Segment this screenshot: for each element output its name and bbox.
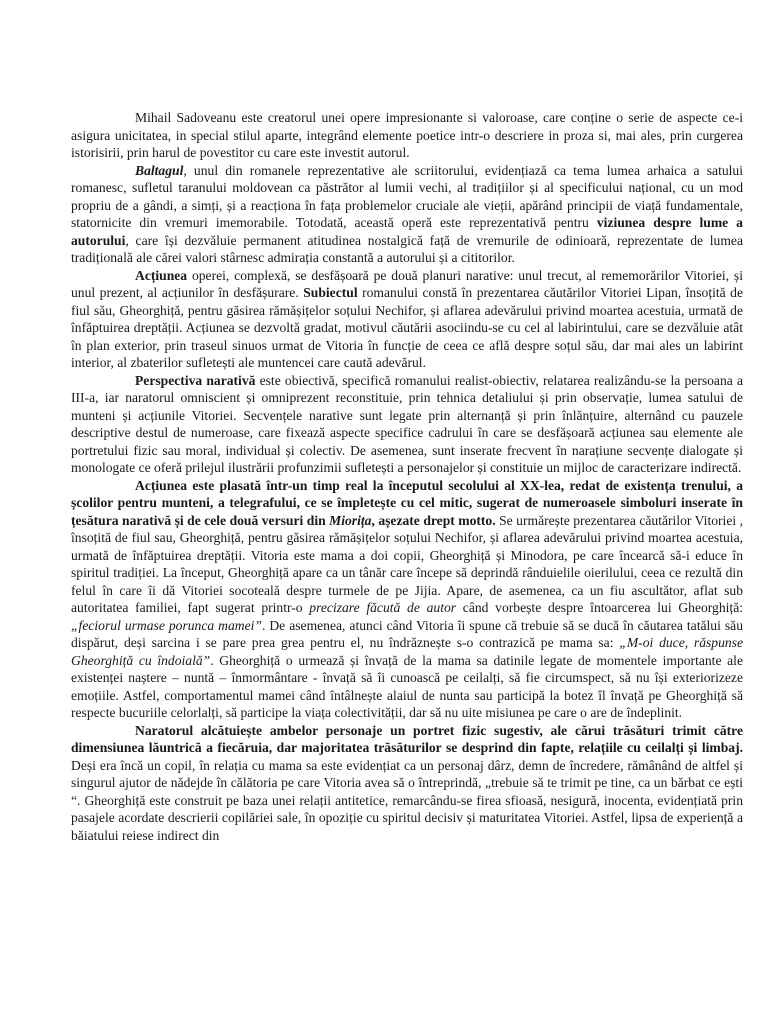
paragraph-naratorul bbox=[71, 722, 743, 845]
bold-phrase: Acțiunea bbox=[135, 267, 188, 283]
paragraph-text: este obiectivă, specifică romanului realist-obiectiv, relatarea realizându-se la persoana a III-a, iar naratorul omniscient și omniprezent reconstituie, prin tehnica detaliului și prin observație, lumea satului de munteni și acțiunile Vitoriei. Secvențele narative sunt legate prin alternanță și prin înlănțuire, alternând cu pauzele descriptive destul de numeroase, care fixează aspecte specifice cadrului în care se desfășoară acțiunea sau elemente ale portretului fizic sau moral, individual și colectiv. De asemenea, sunt inserate frecvent în narațiune secvențe dialogate și monologate ce oferă prilejul ilustrării profunzimii sufletești a personajelor și constituie un mijloc de caracterizare indirectă. bbox=[71, 372, 743, 475]
italic-phrase: precizare făcută de autor bbox=[309, 600, 457, 615]
paragraph-baltagul bbox=[71, 162, 743, 267]
paragraph-text: când vorbește despre întoarcerea lui Gheorghiță: bbox=[456, 600, 744, 615]
paragraph-text: , care își dezvăluie permanent atitudinea nostalgică față de vremurile de odinioară, reprezentate de lumea tradițională ale cărei valori stârnesc admirația constantă a autorului și a cititorilor. bbox=[71, 232, 743, 265]
bold-phrase: viziunea despre lume a autorului bbox=[71, 215, 743, 248]
italic-quote: „M-oi duce, răspunse Gheorghiță cu îndoială” bbox=[71, 635, 744, 668]
paragraph-text: Se urmărește prezentarea căutărilor Vitoriei , însoțită de fiul sau, Gheorghiță, pentru găsirea rămășițelor soțului Nechifor, și aflarea adevărului privind moartea acestuia, urmată de înfăptuirea dreptății. Vitoria este mama a doi copii, Gheorghiță și Minodora, pe care încearcă să-i educe în spiritul tradiției. La început, Gheorghiță apare ca un tânăr care începe să deprindă rânduielile oierilului, ceea ce rezultă din felul în care îi dă Vitoriei socoteală despre turmele de pe Jijia. Apare, de asemenea, ca un fiu ascultător, aflat sub autoritatea familiei, fapt sugerat printr-o bbox=[71, 512, 744, 615]
paragraph-intro bbox=[71, 109, 743, 162]
italic-quote: „feciorul urmase porunca mamei” bbox=[71, 617, 262, 633]
bold-phrase: Naratorul alcătuiește ambelor personaje un portret fizic sugestiv, ale cărui trăsături trimit către dimensiunea lăuntrică a fiecăruia, dar majoritatea trăsăturilor se desprind din fapte, relațiile cu ceilalți și limbaj. bbox=[71, 722, 743, 755]
paragraph-text: romanului constă în prezentarea căutărilor Vitoriei Lipan, însoțită de fiul său, Gheorghiță, pentru găsirea rămășițelor soțului Nechifor, și aflarea adevărului privind moartea acestuia, urmată de înfăptuirea dreptății. Acțiunea se dezvoltă gradat, motivul căutării asociindu-se cu cel al labirintului, care se dezvăluie atât în plan exterior, prin traseul sinuos urmat de Vitoria în funcție de ceea ce află despre soțul său, dar mai ales un labirint interior, al zbaterilor sufletești ale muntencei care caută adevărul. bbox=[71, 285, 743, 370]
paragraph-actiunea bbox=[71, 267, 743, 372]
document-body bbox=[71, 109, 743, 844]
bold-phrase: Subiectul bbox=[303, 285, 358, 300]
novel-title: Baltagul bbox=[135, 162, 184, 178]
bold-phrase: Perspectiva narativă bbox=[135, 372, 256, 388]
bold-phrase: Acțiunea este plasată într-un timp real la începutul secolului al XX-lea, redat de existența trenului, a școlilor pentru munteni, a telegrafului, ce se împletește cu cel mitic, sugerat de numeroasele simboluri inserate în țesătura narativă și de cele două versuri din bbox=[71, 477, 743, 528]
paragraph-text: , unul din romanele reprezentative ale scriitorului, evidențiază ca tema lumea arhaica a satului romanesc, sufletul taranului moldovean ca păstrător al lumii vechi, al tradițiilor și al specificului național, cu un mod propriu de a gândi, a simți, și a reacționa în fața problemelor cruciale ale vieții, apărând principii de viață fundamentale, statornicite din vremuri imemorabile. Totodată, această operă este reprezentativă pentru bbox=[71, 162, 743, 230]
paragraph-text: . Gheorghiță o urmează și învață de la mama sa datinile legate de momentele importante ale existenței naștere – nuntă – înmormântare - învață să îi cunoască pe ceilalți, să fie circumspect, să nu își exteriorizeze emoțiile. Astfel, comportamentul mamei când întâlnește alaiul de nunta sau participă la botez îl învață pe Gheorghiță să respecte bucuriile celorlalți, să participe la viața colectivității, dar să nu uite misiunea pe care o are de îndeplinit. bbox=[71, 652, 743, 720]
bold-italic-phrase: Miorița bbox=[329, 512, 372, 528]
paragraph-perspectiva bbox=[71, 372, 743, 477]
paragraph-text: operei, complexă, se desfășoară pe două planuri narative: unul trecut, al rememorărilor Vitoriei, și unul prezent, al acțiunilor în desfășurare. bbox=[71, 267, 743, 300]
bold-phrase: , așezate drept motto. bbox=[371, 512, 496, 528]
paragraph-text: . De asemenea, atunci când Vitoria îi spune că trebuie să se ducă în căutarea tatălui său dispărut, deși sarcina i se pare prea grea pentru el, nu îndrăznește s-o contrazică pe mama sa: bbox=[71, 617, 743, 650]
paragraph-timp bbox=[71, 477, 743, 722]
paragraph-text: Deși era încă un copil, în relația cu mama sa este evidențiat ca un personaj dârz, demn de încredere, rămânând de altfel și singurul ajutor de nădejde în călătoria pe care Vitoria avea să o întreprindă, „trebuie să te trimit pe tine, ca un bărbat ce ești “. Gheorghiță este construit pe baza unei relații antitetice, remarcându-se firea sfioasă, nesigură, inocenta, evidențiată prin pasajele acordate descrierii copilăriei sale, în opoziție cu spiritul decisiv și maturitatea Vitoriei. Astfel, lipsa de experiență a băiatului reiese indirect din bbox=[71, 757, 743, 843]
paragraph-text: Mihail Sadoveanu este creatorul unei opere impresionante si valoroase, care conține o serie de aspecte ce-i asigura unicitatea, in special stilul aparte, integrând elemente poetice intr-o descriere in proza si, mai ales, prin curgerea istorisirii, prin harul de povestitor cu care este investit autorul. bbox=[71, 110, 743, 160]
